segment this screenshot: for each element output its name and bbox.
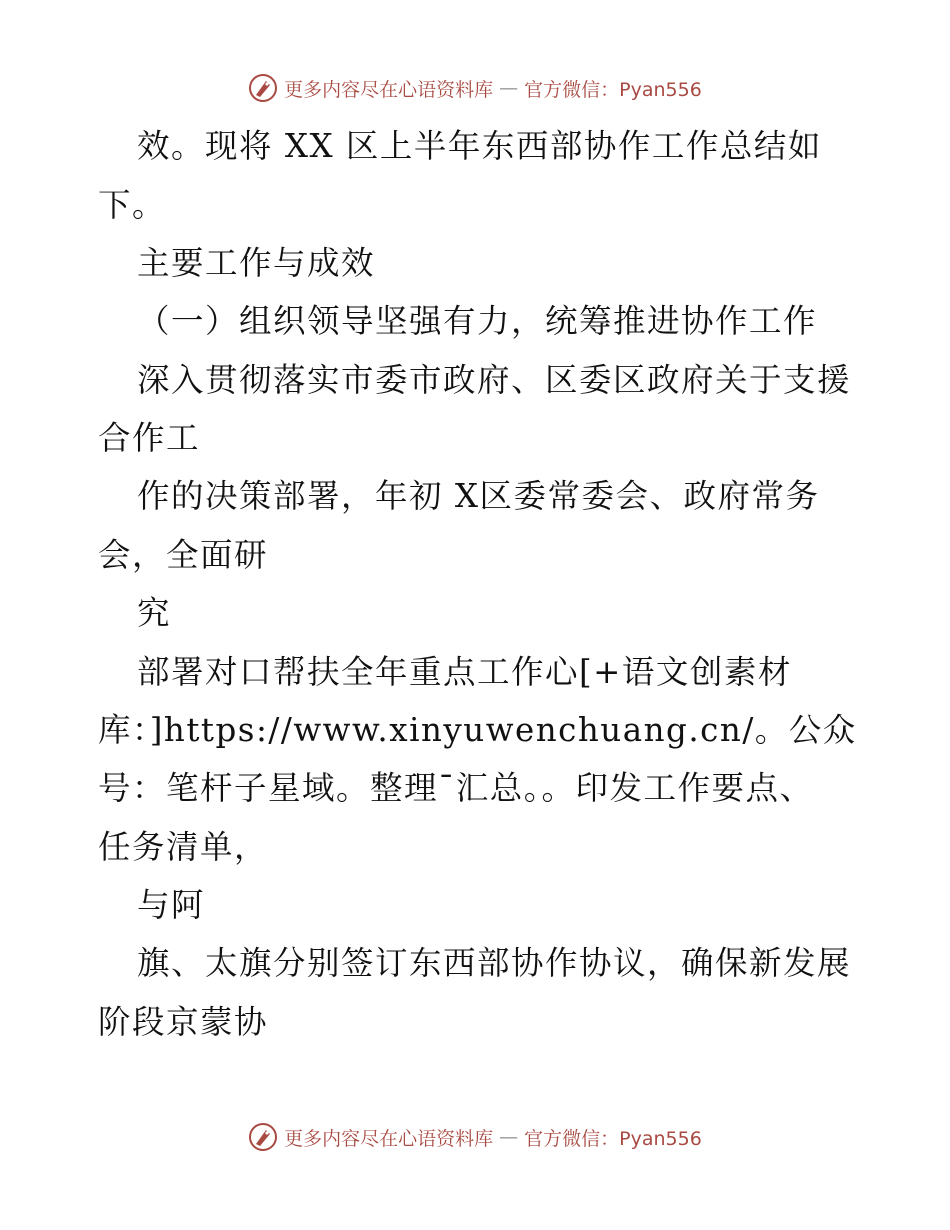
watermark-dash: —	[499, 77, 519, 99]
body-line: （一）组织领导坚强有力，统筹推进协作工作	[137, 302, 818, 340]
watermark-contact: 官方微信：Pyan556	[524, 1127, 702, 1150]
watermark-text: 更多内容尽在心语资料库	[284, 78, 494, 101]
body-line: 效。现将 XX 区上半年东西部协作工作总结如	[137, 127, 822, 165]
body-line: 旗、太旗分别签订东西部协作协议，确保新发展	[137, 944, 852, 982]
pen-nib-icon	[248, 73, 278, 103]
body-line: 下。	[98, 186, 167, 224]
watermark-dash: —	[499, 1126, 519, 1148]
watermark-text: 更多内容尽在心语资料库	[284, 1127, 494, 1150]
body-line: 阶段京蒙协	[98, 1003, 269, 1041]
body-line: 究	[137, 594, 172, 632]
watermark-contact: 官方微信：Pyan556	[524, 78, 702, 101]
footer-watermark	[0, 1122, 950, 1152]
header-watermark	[0, 73, 950, 103]
body-line: 任务清单，	[98, 828, 269, 866]
body-line: 作的决策部署，年初 X区委常委会、政府常务	[137, 477, 820, 515]
pen-nib-icon	[248, 1122, 278, 1152]
body-line: 深入贯彻落实市委市政府、区委区政府关于支援	[137, 361, 852, 399]
body-line: 与阿	[137, 886, 206, 924]
body-line: 库：]https://www.xinyuwenchuang.cn/。公众	[98, 711, 857, 749]
body-line: 主要工作与成效	[137, 244, 376, 282]
body-line: 号：笔杆子星域。整理¯汇总。。印发工作要点、	[98, 769, 814, 807]
body-line: 部署对口帮扶全年重点工作心[+语文创素材	[137, 653, 792, 691]
body-line: 合作工	[98, 419, 201, 457]
body-line: 会，全面研	[98, 536, 269, 574]
